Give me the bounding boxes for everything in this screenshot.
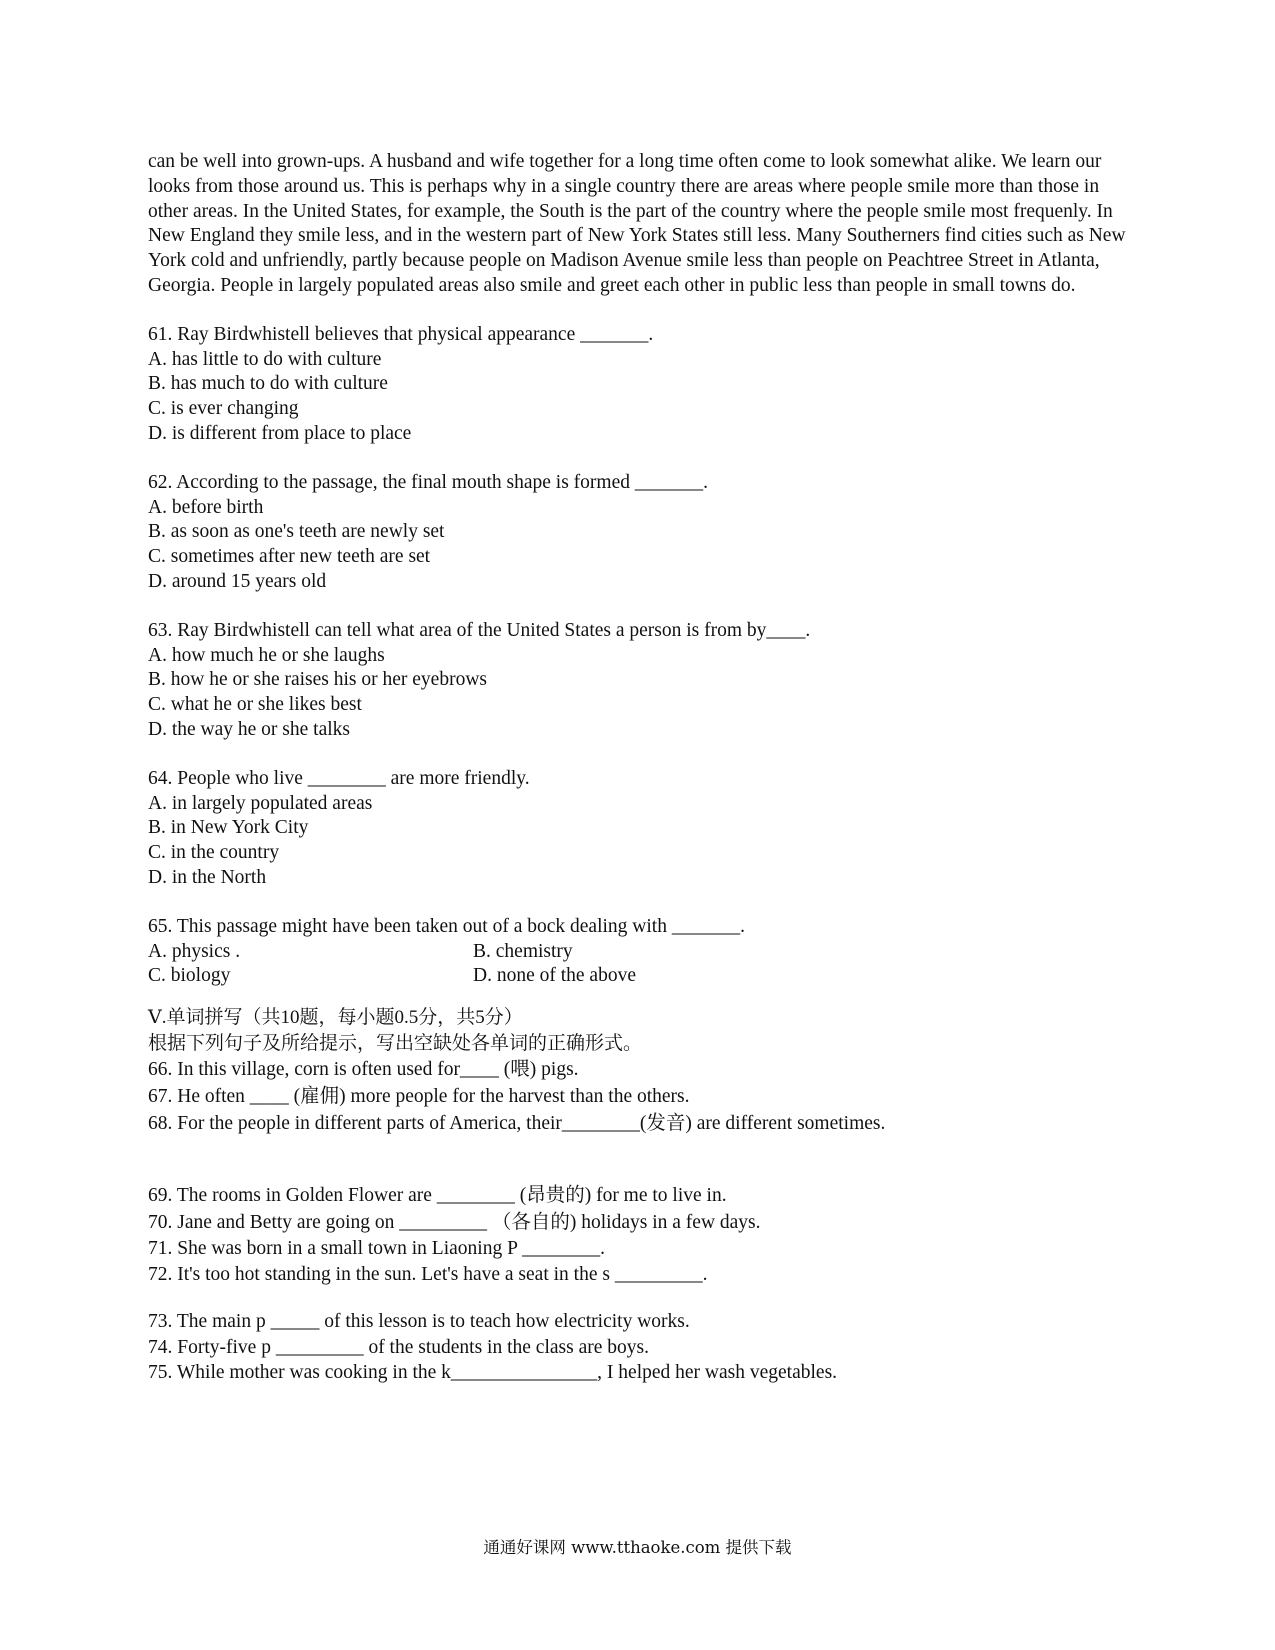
option-c: C. what he or she likes best [148, 694, 362, 716]
option-d: D. in the North [148, 866, 267, 888]
question-stem: 65. This passage might have been taken out of a bock dealing with _______. [148, 915, 745, 937]
spelling-item-75: 75. While mother was cooking in the k_______________, I helped her wash vegetables. [148, 1362, 838, 1384]
option-c: C. in the country [148, 842, 280, 864]
question-65 [148, 915, 1138, 989]
option-c: C. is ever changing [148, 398, 299, 420]
question-stem: 62. According to the passage, the final mouth shape is formed _______. [148, 471, 708, 493]
option-c: C. biology [148, 965, 231, 987]
option-b: B. has much to do with culture [148, 373, 388, 395]
option-a: A. has little to do with culture [148, 348, 382, 370]
option-b: B. in New York City [148, 817, 309, 839]
section-instruction: 根据下列句子及所给提示，写出空缺处各单词的正确形式。 [148, 1032, 643, 1054]
spelling-item-73: 73. The main p _____ of this lesson is to teach how electricity works. [148, 1311, 690, 1333]
question-stem: 64. People who live ________ are more friendly. [148, 767, 530, 789]
option-b: B. how he or she raises his or her eyebrows [148, 669, 488, 691]
option-b: B. as soon as one's teeth are newly set [148, 521, 445, 543]
spacer [148, 1287, 1138, 1309]
option-c: C. sometimes after new teeth are set [148, 546, 431, 568]
options-row [148, 964, 1138, 989]
question-64 [148, 767, 1138, 891]
question-stem: 63. Ray Birdwhistell can tell what area of the United States a person is from by____. [148, 619, 811, 641]
option-d: D. around 15 years old [148, 570, 327, 592]
spelling-item-69: 69. The rooms in Golden Flower are ________ (昂贵的) for me to live in. [148, 1185, 727, 1207]
spelling-item-66: 66. In this village, corn is often used for____ (喂) pigs. [148, 1059, 579, 1081]
question-61 [148, 323, 1138, 447]
option-b: B. chemistry [473, 940, 573, 962]
option-a: A. how much he or she laughs [148, 644, 385, 666]
option-d: D. the way he or she talks [148, 718, 350, 740]
spacer [148, 1137, 1138, 1182]
question-62 [148, 471, 1138, 595]
option-a: A. in largely populated areas [148, 792, 373, 814]
options-row [148, 940, 1138, 965]
page-footer: 通通好课网 www.tthaoke.com 提供下载 [483, 1538, 792, 1557]
reading-passage: can be well into grown-ups. A husband and wife together for a long time often come to look somewhat alike. We learn our looks from those around us. This is perhaps why in a single country there are areas where people smile more than those in other areas. In the United States, for example, the South is the part of the country where the people smile most frequenly. In New England they smile less, and in the western part of New York States still less. Many Southerners find cities such as New York cold and unfriendly, partly because people on Madison Avenue smile less than people on Peachtree Street in Atlanta, Georgia. People in largely populated areas also smile and greet each other in public less than people in small towns do. [148, 151, 1126, 296]
option-d: D. is different from place to place [148, 422, 412, 444]
question-stem: 61. Ray Birdwhistell believes that physical appearance _______. [148, 323, 654, 345]
spelling-item-70: 70. Jane and Betty are going on _________ （各自的) holidays in a few days. [148, 1212, 761, 1234]
spelling-item-71: 71. She was born in a small town in Liaoning P ________. [148, 1238, 605, 1260]
option-a: A. physics . [148, 940, 241, 962]
section-title: Ⅴ.单词拼写（共10题，每小题0.5分，共5分） [148, 1007, 523, 1029]
option-a: A. before birth [148, 496, 264, 518]
spelling-section [148, 1005, 1138, 1386]
spelling-item-72: 72. It's too hot standing in the sun. Let's have a seat in the s _________. [148, 1263, 708, 1285]
document-page [148, 150, 1138, 1386]
spelling-item-67: 67. He often ____ (雇佣) more people for the harvest than the others. [148, 1086, 690, 1108]
option-d: D. none of the above [473, 965, 636, 987]
question-63 [148, 619, 1138, 743]
spelling-item-74: 74. Forty-five p _________ of the students in the class are boys. [148, 1336, 649, 1358]
spelling-item-68: 68. For the people in different parts of America, their________(发音) are different sometimes. [148, 1113, 886, 1135]
